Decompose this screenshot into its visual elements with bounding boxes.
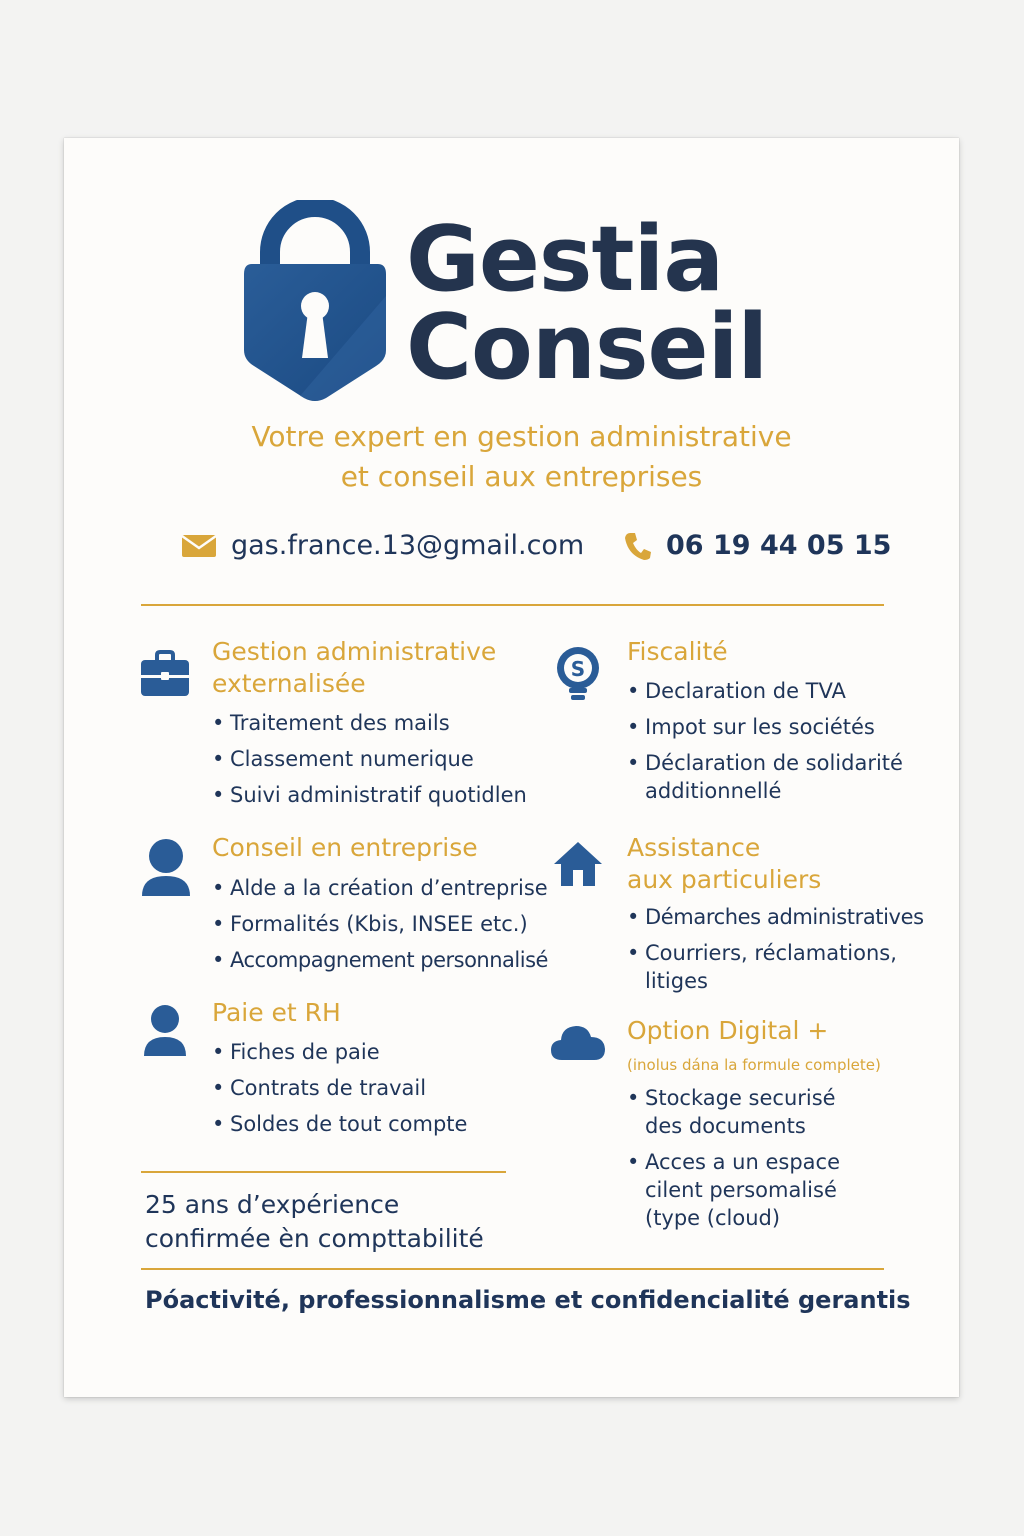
section-title: Option Digital + [627, 1016, 829, 1045]
list-item: • Traitement des mails [212, 709, 527, 737]
section-title: Paie et RH [212, 998, 341, 1027]
user-icon [140, 838, 192, 898]
envelope-icon [181, 533, 217, 559]
divider-bottom [141, 1268, 884, 1270]
list-item: • Alde a la création d’entreprise [212, 874, 548, 902]
tagline-line-2: et conseil aux entreprises [340, 460, 703, 493]
brand-name [406, 207, 768, 400]
cloud-icon [550, 1022, 606, 1062]
tagline [64, 417, 979, 497]
phone-icon [624, 531, 652, 561]
section-list [212, 709, 527, 817]
list-item: • Declaration de TVA [627, 677, 903, 705]
section-list [212, 1038, 467, 1146]
briefcase-icon [140, 650, 190, 698]
list-item: • Classement numerique [212, 745, 527, 773]
email-contact[interactable] [181, 530, 584, 561]
contact-bar [64, 530, 959, 570]
brand-line-1: Gestia [406, 207, 724, 312]
phone-contact[interactable] [624, 530, 891, 561]
section-title: Assistance aux particuliers [627, 833, 822, 894]
list-item: • Démarches administratives [627, 903, 924, 931]
list-item: • Contrats de travail [212, 1074, 467, 1102]
section-title: Gestion administrative externalisée [212, 637, 497, 698]
list-item: • Soldes de tout compte [212, 1110, 467, 1138]
list-item: • Courriers, réclamations, litiges [627, 939, 924, 995]
email-text: gas.france.13@gmail.com [231, 530, 585, 561]
dollar-lightbulb-icon [554, 646, 602, 702]
divider-left [141, 1171, 506, 1173]
section-subtitle: (inolus dána la formule complete) [627, 1056, 881, 1074]
flyer [64, 138, 959, 1397]
user-icon [142, 1004, 188, 1058]
list-item: • Formalités (Kbis, INSEE etc.) [212, 910, 548, 938]
list-item: • Impot sur les sociétés [627, 713, 903, 741]
tagline-line-1: Votre expert en gestion administrative [251, 420, 792, 453]
list-item: • Fiches de paie [212, 1038, 467, 1066]
svg-text:S: S [570, 657, 586, 681]
footer-slogan: Póactivité, professionnalisme et confidencialité gerantis [145, 1286, 911, 1314]
list-item: • Suivi administratif quotidlen [212, 781, 527, 809]
phone-text: 06 19 44 05 15 [666, 530, 892, 561]
list-item: • Acces a un espace cilent persomalisé (type (cloud) [627, 1148, 840, 1232]
section-list [627, 677, 903, 813]
list-item: • Stockage securisé des documents [627, 1084, 840, 1140]
section-list [212, 874, 548, 982]
experience-note: 25 ans d’expérience confirmée èn compttabilité [145, 1190, 484, 1253]
section-title: Conseil en entreprise [212, 833, 478, 862]
section-title: Fiscalité [627, 637, 728, 666]
divider-top [141, 604, 884, 606]
list-item: • Accompagnement personnalisé [212, 946, 548, 974]
brand-line-2: Conseil [406, 295, 768, 400]
section-list [627, 1084, 840, 1240]
section-list [627, 903, 924, 1003]
house-icon [552, 840, 604, 888]
list-item: • Déclaration de solidarité additionnellé [627, 749, 903, 805]
padlock-icon [240, 200, 390, 404]
